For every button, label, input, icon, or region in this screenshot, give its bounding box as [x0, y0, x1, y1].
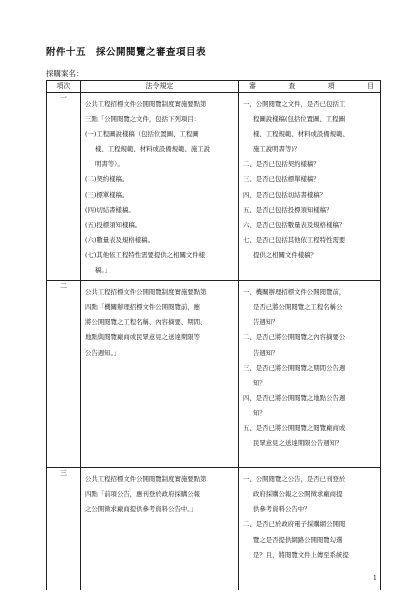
page-title	[46, 44, 206, 58]
review-cell: 一、機關辦理招標文件公開閱覽前， 是否已將公開閱覽之工程名稱公 告週知？ 二、是否已將公開閱覽之內容摘要公 告週知？ 三、是否已將公開閱覽之期間公告週 知？ 四、是否已將公開閱覽之地點公告週 知？ 五、是否已將公開閱覽之閱覽廠商或 民眾意見之送達期限公告週知？	[239, 281, 381, 468]
annex-label: 附件十五	[46, 47, 87, 58]
page-number: 1	[373, 575, 377, 582]
col-header-regulation: 法令規定	[81, 81, 239, 93]
col-header-item-no: 項次	[47, 81, 81, 93]
regulation-cell: 公共工程招標文件公開閱覽制度實施要點第 三點「公開閱覽之文件，包括下列項目： (一)工程圖說樣稿（包括位置圖、工程圖 樣、工程規範、材料或設備規範、施工說 明書等）。 (二)契約樣稿。 (三)標單樣稿。 (四)切結書樣稿。 (五)投標須知樣稿。 (六)數量表及規格樣稿。 (七)其他依工程特性需要提供之相關文件樣 稿。」	[81, 93, 239, 281]
regulation-cell: 公共工程招標文件公開閱覽制度實施要點第 四點「前項公告，應刊登於政府採購公報 之公開徵求廠商提供參考資料公告中。」	[81, 468, 239, 590]
col-header-review-items: 審 查 項 目	[239, 81, 381, 93]
review-cell: 一、公開閱覽之公告，是否已刊登於 政府採購公報之公開徵求廠商提 供參考資料公告中？ 二、是否已於政府電子採購網公開閱 覽之是否提供網路公開閱覽勾選 是？且，將閱覽文件上傳至系統提	[239, 468, 381, 590]
review-table	[46, 80, 381, 590]
procurement-case-label: 採購案名：	[46, 69, 84, 78]
item-number: 一	[47, 93, 81, 281]
table-row	[47, 281, 381, 468]
review-cell: 一、公開閱覽之文件，是否已包括工 程圖說樣稿(包括位置圖、工程圖 樣、工程規範、材料或設備規範、 施工說明書等)？ 二、是否已包括契約樣稿？ 三、是否已包括標單樣稿？ 四、是否已包括切結書樣稿？ 五、是否已包括投標須知樣稿？ 六、是否已包括數量表及規格樣稿？ 七、是否已包括其他依工程特性需要 提供之相關文件樣稿？	[239, 93, 381, 281]
table-header-row	[47, 81, 381, 93]
regulation-cell: 公共工程招標文件公開閱覽制度實施要點第 四點「機關辦理招標文件公開閱覽前，應 將公開閱覽之工程名稱、內容摘要、期間、 地點與閱覽廠商或民眾意見之送達期限等 公告週知。」	[81, 281, 239, 468]
document-title: 採公開閱覽之審查項目表	[96, 47, 207, 58]
table-row	[47, 93, 381, 281]
item-number: 三	[47, 468, 81, 590]
item-number: 二	[47, 281, 81, 468]
table-row	[47, 468, 381, 590]
